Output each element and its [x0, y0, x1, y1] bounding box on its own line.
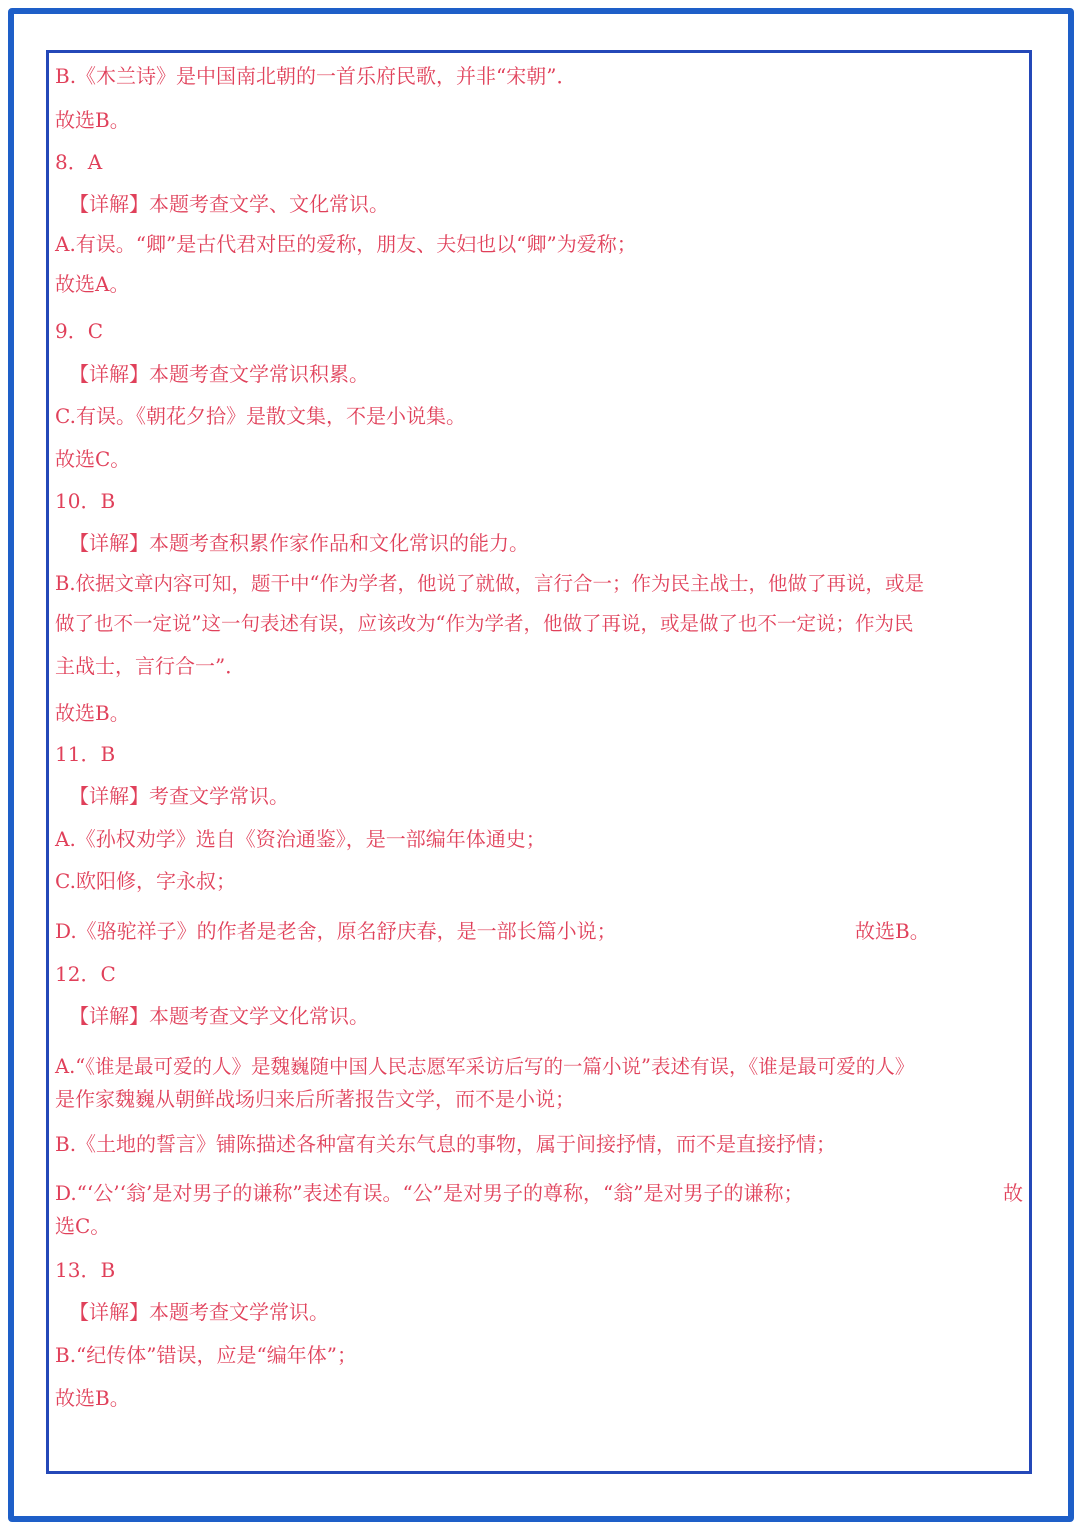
text-line: 故选A。: [55, 272, 130, 296]
explanation-heading: 【详解】本题考查文学常识。: [69, 1300, 329, 1324]
text-line: C.有误。《朝花夕拾》是散文集，不是小说集。: [55, 404, 466, 428]
text-line: 故选B。: [55, 1386, 130, 1410]
text-line: B.《土地的誓言》铺陈描述各种富有关东气息的事物，属于间接抒情，而不是直接抒情；: [55, 1132, 837, 1156]
text-line: D.“‘公’‘翁’是对男子的谦称”表述有误。“公”是对男子的尊称，“翁”是对男子的谦称；: [55, 1181, 804, 1205]
explanation-heading: 【详解】本题考查文学常识积累。: [69, 362, 369, 386]
explanation-heading: 【详解】本题考查文学、文化常识。: [69, 192, 389, 216]
answer-sheet-page: [46, 50, 1032, 1474]
answer-content: [49, 53, 1029, 1471]
text-line: 主战士，言行合一”．: [55, 654, 246, 678]
question-number: 8．A: [55, 150, 103, 174]
question-number: 9．C: [55, 319, 104, 343]
text-line: C.欧阳修，字永叔；: [55, 869, 236, 893]
text-line: 选C。: [55, 1214, 111, 1238]
question-number: 13．B: [55, 1258, 116, 1282]
text-line: 故选B。: [55, 701, 130, 725]
text-line: A.《孙权劝学》选自《资治通鉴》，是一部编年体通史；: [55, 827, 546, 851]
text-line: 故选B。: [55, 108, 130, 132]
text-line: B.依据文章内容可知，题干中“作为学者，他说了就做，言行合一；作为民主战士，他做了再说，或是: [55, 572, 924, 595]
answer-conclusion: 故选B。: [855, 919, 930, 943]
explanation-heading: 【详解】本题考查积累作家作品和文化常识的能力。: [69, 531, 529, 555]
explanation-heading: 【详解】考查文学常识。: [69, 784, 289, 808]
text-line: 故选C。: [55, 447, 131, 471]
text-line: A.有误。“卿”是古代君对臣的爱称，朋友、夫妇也以“卿”为爱称；: [55, 232, 637, 256]
question-number: 12．C: [55, 962, 116, 986]
text-line: B.“纪传体”错误，应是“编年体”；: [55, 1343, 357, 1367]
text-line: A.“《谁是最可爱的人》是魏巍随中国人民志愿军采访后写的一篇小说”表述有误，《谁是最可爱的人》: [55, 1055, 915, 1078]
answer-conclusion: 故: [1003, 1181, 1023, 1205]
text-line: D.《骆驼祥子》的作者是老舍，原名舒庆春，是一部长篇小说；: [55, 919, 617, 943]
question-number: 11．B: [55, 742, 116, 766]
text-line: B.《木兰诗》是中国南北朝的一首乐府民歌，并非“宋朝”．: [55, 64, 577, 88]
text-line: 做了也不一定说”这一句表述有误，应该改为“作为学者，他做了再说，或是做了也不一定说；作为民: [55, 612, 914, 635]
explanation-heading: 【详解】本题考查文学文化常识。: [69, 1004, 369, 1028]
question-number: 10．B: [55, 489, 116, 513]
text-line: 是作家魏巍从朝鲜战场归来后所著报告文学，而不是小说；: [55, 1087, 575, 1111]
